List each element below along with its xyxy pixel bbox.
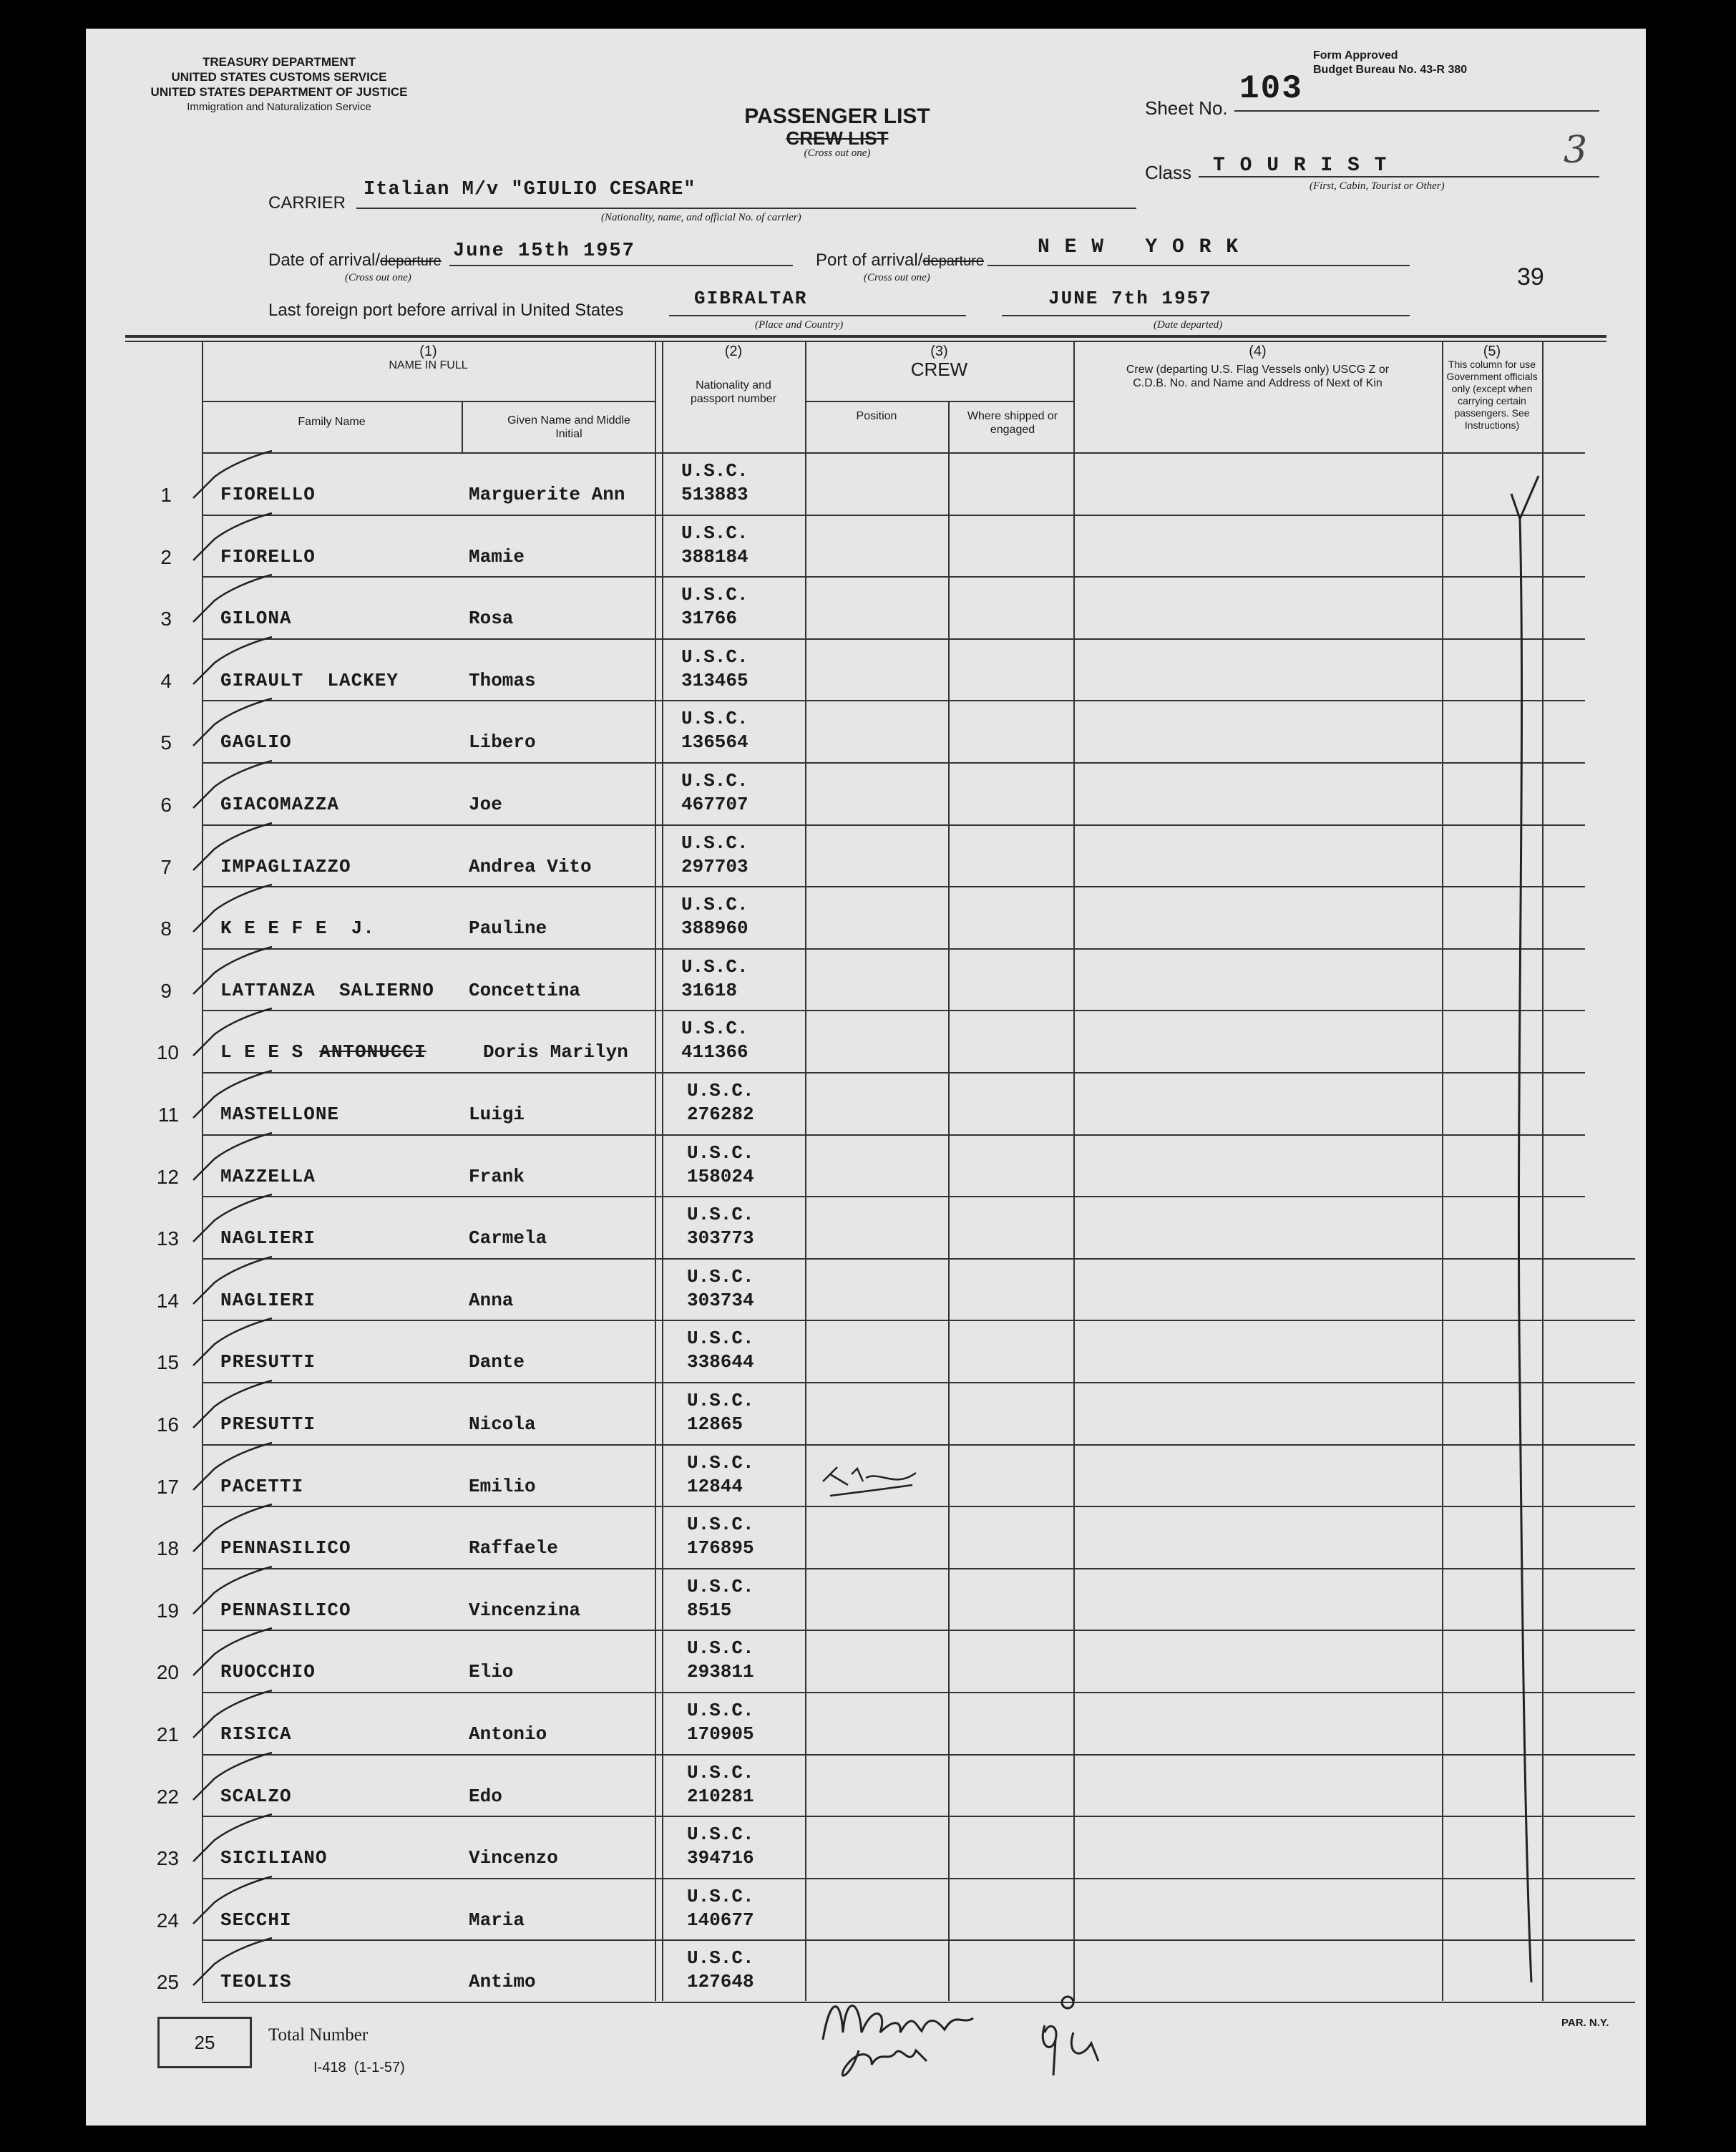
nationality-passport xyxy=(687,1141,754,1189)
col2-title: Nationality and passport number xyxy=(690,379,777,405)
nationality-passport xyxy=(681,769,748,817)
check-tick xyxy=(186,1688,279,1745)
passport-number: 411366 xyxy=(681,1041,748,1063)
check-tick xyxy=(186,1440,279,1497)
check-tick xyxy=(186,758,279,815)
nationality: U.S.C. xyxy=(687,1947,754,1970)
check-tick xyxy=(186,1254,279,1311)
form-approved xyxy=(1313,49,1467,77)
family-name-text: MASTELLONE xyxy=(220,1104,340,1125)
nationality-passport xyxy=(681,522,748,569)
table-row xyxy=(86,701,1646,764)
family-name-text: PACETTI xyxy=(220,1475,304,1497)
last-port-date-note: (Date departed) xyxy=(1154,319,1223,331)
passport-number: 338644 xyxy=(687,1351,754,1373)
nationality-passport xyxy=(687,1823,754,1870)
given-name: Frank xyxy=(469,1165,525,1187)
nationality-passport xyxy=(687,1637,754,1684)
nationality: U.S.C. xyxy=(687,1637,754,1660)
crew-list-title-struck: CREW LIST xyxy=(786,127,889,149)
table-row xyxy=(86,1073,1646,1136)
check-tick xyxy=(186,448,279,505)
passport-number: 313465 xyxy=(681,669,748,691)
family-name-text: GILONA xyxy=(220,608,292,630)
check-tick xyxy=(186,1501,279,1559)
arrival-port-label xyxy=(816,250,984,271)
nationality-passport xyxy=(681,1017,748,1064)
nationality-passport xyxy=(687,1947,754,1994)
col1-number: (1) xyxy=(419,344,437,359)
row-number: 11 xyxy=(157,1104,179,1126)
table-row xyxy=(86,1569,1646,1632)
nationality: U.S.C. xyxy=(687,1514,754,1536)
row-number: 6 xyxy=(160,794,172,816)
row-number: 13 xyxy=(156,1227,179,1250)
family-name-text: PENNASILICO xyxy=(220,1599,351,1621)
table-row xyxy=(86,578,1646,640)
nationality: U.S.C. xyxy=(687,1141,754,1164)
given-name: Emilio xyxy=(469,1475,536,1497)
table-row xyxy=(86,454,1646,516)
nationality: U.S.C. xyxy=(687,1824,754,1846)
nationality-passport xyxy=(681,583,748,630)
given-name: Carmela xyxy=(469,1227,547,1250)
table-row xyxy=(86,1879,1646,1942)
passport-number: 276282 xyxy=(687,1104,754,1125)
row-number: 14 xyxy=(156,1289,179,1312)
family-name-text: IMPAGLIAZZO xyxy=(220,855,351,877)
agency-block xyxy=(122,54,437,115)
list-title xyxy=(723,104,952,160)
check-mark-line xyxy=(1510,458,1567,2018)
family-name-text: PRESUTTI xyxy=(220,1351,316,1373)
nationality: U.S.C. xyxy=(687,1451,754,1474)
table-row xyxy=(86,640,1646,702)
given-name: Doris Marilyn xyxy=(483,1041,628,1063)
nationality: U.S.C. xyxy=(681,460,748,482)
table-row xyxy=(86,1197,1646,1260)
nationality: U.S.C. xyxy=(687,1700,754,1721)
table-row xyxy=(86,1817,1646,1879)
nationality-passport xyxy=(681,893,748,940)
table-row xyxy=(86,1321,1646,1383)
nationality-passport xyxy=(681,646,748,693)
table-row xyxy=(86,826,1646,888)
given-name: Mamie xyxy=(469,545,525,568)
check-tick xyxy=(186,1068,279,1125)
table-row xyxy=(86,1507,1646,1569)
nationality-passport xyxy=(681,707,748,754)
family-name-text: SCALZO xyxy=(220,1785,292,1807)
nationality: U.S.C. xyxy=(681,770,748,792)
nationality-passport xyxy=(687,1451,754,1499)
family-name-struck: ANTONUCCI xyxy=(319,1041,426,1063)
nationality: U.S.C. xyxy=(687,1265,754,1287)
arrival-port-struck: departure xyxy=(922,253,985,269)
row-number: 2 xyxy=(160,545,172,568)
passport-number: 513883 xyxy=(681,484,748,505)
passport-number: 394716 xyxy=(687,1847,754,1869)
given-name: Pauline xyxy=(469,917,547,940)
nationality-passport xyxy=(687,1513,754,1560)
col1-header xyxy=(202,345,655,372)
row-number: 5 xyxy=(160,731,172,754)
row-number: 9 xyxy=(160,979,172,1002)
given-name: Vincenzo xyxy=(469,1847,558,1869)
form-approved-line-1: Form Approved xyxy=(1313,49,1398,62)
check-tick xyxy=(186,1564,279,1621)
arrival-port-value: N E W Y O R K xyxy=(1038,236,1240,258)
arrival-date-label-text: Date of arrival/ xyxy=(268,250,381,270)
given-name: Thomas xyxy=(469,669,536,691)
form-approved-line-2: Budget Bureau No. 43-R 380 xyxy=(1313,64,1468,76)
nationality: U.S.C. xyxy=(681,708,748,730)
check-tick xyxy=(186,882,279,939)
total-box xyxy=(157,2017,252,2068)
family-name-text: PRESUTTI xyxy=(220,1413,316,1435)
agency-line-3: UNITED STATES DEPARTMENT OF JUSTICE xyxy=(150,85,408,99)
nationality-passport xyxy=(687,1079,754,1126)
position-header: Position xyxy=(856,410,897,422)
family-name-text: RUOCCHIO xyxy=(220,1661,316,1683)
col2-header xyxy=(662,345,805,406)
nationality: U.S.C. xyxy=(681,832,748,854)
sheet-no-value: 103 xyxy=(1239,70,1303,107)
passport-number: 12865 xyxy=(687,1413,743,1435)
check-tick xyxy=(186,1750,279,1807)
given-name: Marguerite Ann xyxy=(469,484,625,505)
check-tick xyxy=(186,634,279,691)
given-name: Rosa xyxy=(469,608,514,630)
row-number: 16 xyxy=(156,1413,179,1436)
row-number: 18 xyxy=(156,1537,179,1560)
last-port-place-note: (Place and Country) xyxy=(755,319,844,331)
table-row xyxy=(86,1383,1646,1446)
last-port-date: JUNE 7th 1957 xyxy=(1048,288,1212,309)
total-label: Total Number xyxy=(268,2025,369,2045)
nationality: U.S.C. xyxy=(687,1080,754,1101)
carrier-label: CARRIER xyxy=(268,193,346,213)
col1-title: NAME IN FULL xyxy=(389,359,468,371)
row-number: 8 xyxy=(160,917,172,940)
nationality: U.S.C. xyxy=(687,1390,754,1411)
family-name-text: GIRAULT LACKEY xyxy=(220,669,399,691)
family-name-text: LATTANZA SALIERNO xyxy=(220,979,434,1001)
total-value: 25 xyxy=(194,2031,215,2053)
nationality-passport xyxy=(681,955,748,1003)
passport-number: 170905 xyxy=(687,1723,754,1745)
title-cross-note: (Cross out one) xyxy=(804,147,871,159)
check-tick xyxy=(186,820,279,877)
arrival-port-note: (Cross out one) xyxy=(864,272,930,283)
row-number: 25 xyxy=(156,1971,179,1994)
given-name: Nicola xyxy=(469,1413,536,1435)
passport-number: 176895 xyxy=(687,1537,754,1559)
row-number: 12 xyxy=(156,1165,179,1188)
row-number: 21 xyxy=(156,1723,179,1746)
agency-line-2: UNITED STATES CUSTOMS SERVICE xyxy=(171,70,387,84)
nationality-passport xyxy=(687,1699,754,1746)
family-name-text: NAGLIERI xyxy=(220,1227,316,1250)
table-row xyxy=(86,1260,1646,1322)
nationality-passport xyxy=(687,1265,754,1313)
row-number: 20 xyxy=(156,1661,179,1684)
check-tick xyxy=(186,510,279,568)
family-name-text: PENNASILICO xyxy=(220,1537,351,1559)
passport-number: 303734 xyxy=(687,1289,754,1311)
handwritten-signature xyxy=(809,1982,1252,2090)
row-number: 10 xyxy=(156,1041,179,1064)
passport-number: 388184 xyxy=(681,545,748,568)
family-name-text: FIORELLO xyxy=(220,545,316,568)
nationality: U.S.C. xyxy=(681,894,748,916)
table-row xyxy=(86,1756,1646,1818)
given-name: Maria xyxy=(469,1909,525,1931)
col5-header xyxy=(1442,345,1542,432)
nationality: U.S.C. xyxy=(687,1204,754,1226)
row-number: 24 xyxy=(156,1909,179,1932)
printer-mark: PAR. N.Y. xyxy=(1561,2017,1609,2029)
passport-number: 297703 xyxy=(681,855,748,877)
table-row xyxy=(86,1011,1646,1073)
row-number: 23 xyxy=(156,1847,179,1870)
table-row xyxy=(86,764,1646,826)
passport-number: 31766 xyxy=(681,608,738,630)
row-number: 19 xyxy=(156,1599,179,1622)
table-row xyxy=(86,887,1646,950)
family-name-text: GAGLIO xyxy=(220,731,292,754)
nationality-passport xyxy=(681,459,748,507)
arrival-date-label xyxy=(268,250,442,271)
row-number: 22 xyxy=(156,1785,179,1808)
col5-number: (5) xyxy=(1483,344,1501,359)
given-name: Concettina xyxy=(469,979,581,1001)
passport-number: 136564 xyxy=(681,731,748,754)
passport-number: 210281 xyxy=(687,1785,754,1807)
agency-line-1: TREASURY DEPARTMENT xyxy=(202,55,356,69)
row-number: 15 xyxy=(156,1351,179,1374)
table-row xyxy=(86,1136,1646,1198)
arrival-date-struck: departure xyxy=(380,253,442,269)
family-name-text: MAZZELLA xyxy=(220,1165,316,1187)
given-name: Joe xyxy=(469,794,502,815)
passport-number: 303773 xyxy=(687,1227,754,1250)
family-name-text: L E E S xyxy=(220,1041,304,1063)
passport-number: 127648 xyxy=(687,1971,754,1993)
col3-number: (3) xyxy=(930,344,948,359)
check-tick xyxy=(186,1935,279,1992)
form-id: I-418 (1-1-57) xyxy=(313,2060,405,2075)
nationality: U.S.C. xyxy=(687,1575,754,1597)
given-name: Edo xyxy=(469,1785,502,1807)
col5-title: This column for use Government officials only (except when carrying certain passengers. See Instructions) xyxy=(1446,359,1538,431)
last-port-label: Last foreign port before arrival in United States xyxy=(268,301,624,320)
family-name-text: SECCHI xyxy=(220,1909,292,1931)
row-number: 1 xyxy=(160,484,172,506)
col4-title: Crew (departing U.S. Flag Vessels only) USCG Z or C.D.B. No. and Name and Address of Next of Kin xyxy=(1126,364,1390,389)
nationality: U.S.C. xyxy=(681,584,748,606)
passport-number: 293811 xyxy=(687,1661,754,1683)
check-tick xyxy=(186,1130,279,1187)
corner-mark: 3 xyxy=(1564,129,1588,172)
family-name-text: NAGLIERI xyxy=(220,1289,316,1311)
check-tick xyxy=(186,944,279,1001)
row-number: 7 xyxy=(160,855,172,878)
carrier-note: (Nationality, name, and official No. of carrier) xyxy=(601,212,801,223)
class-value: T O U R I S T xyxy=(1213,155,1388,177)
table-row xyxy=(86,1631,1646,1693)
family-name-text: RISICA xyxy=(220,1723,292,1745)
check-tick xyxy=(186,1625,279,1683)
family-name-text: TEOLIS xyxy=(220,1971,292,1993)
nationality: U.S.C. xyxy=(687,1761,754,1783)
check-tick xyxy=(186,696,279,753)
carrier-value: Italian M/v "GIULIO CESARE" xyxy=(364,179,696,200)
col4-number: (4) xyxy=(1249,344,1267,359)
given-name: Vincenzina xyxy=(469,1599,581,1621)
nationality-passport xyxy=(681,832,748,879)
class-label: Class xyxy=(1145,162,1192,183)
shipped-header: Where shipped or engaged xyxy=(967,410,1058,436)
nationality-passport xyxy=(687,1203,754,1250)
nationality-passport xyxy=(687,1885,754,1932)
sheet-no-label: Sheet No. xyxy=(1145,97,1228,119)
check-tick xyxy=(186,1006,279,1063)
family-name-header: Family Name xyxy=(298,416,366,428)
nationality: U.S.C. xyxy=(687,1328,754,1350)
given-name: Andrea Vito xyxy=(469,855,592,877)
row-number: 3 xyxy=(160,608,172,630)
last-port-place: GIBRALTAR xyxy=(694,288,808,309)
nationality-passport xyxy=(687,1389,754,1436)
passport-number: 140677 xyxy=(687,1909,754,1931)
given-name: Elio xyxy=(469,1661,514,1683)
nationality-passport xyxy=(687,1575,754,1622)
given-name: Anna xyxy=(469,1289,514,1311)
given-name: Antonio xyxy=(469,1723,547,1745)
given-name: Dante xyxy=(469,1351,525,1373)
col2-number: (2) xyxy=(724,344,743,359)
check-tick xyxy=(186,572,279,629)
check-tick xyxy=(186,1811,279,1869)
table-row xyxy=(86,516,1646,578)
check-tick xyxy=(186,1192,279,1249)
col3-title: CREW xyxy=(910,359,968,380)
given-name: Luigi xyxy=(469,1104,525,1125)
page-mark: 39 xyxy=(1517,263,1544,291)
nationality: U.S.C. xyxy=(687,1885,754,1907)
class-note: (First, Cabin, Tourist or Other) xyxy=(1310,180,1445,192)
arrival-date-note: (Cross out one) xyxy=(345,272,411,283)
crew-note-scribble xyxy=(816,1460,923,1510)
given-name: Raffaele xyxy=(469,1537,558,1559)
family-name-text: FIORELLO xyxy=(220,484,316,505)
table-row xyxy=(86,950,1646,1012)
row-number: 4 xyxy=(160,669,172,692)
passport-number: 12844 xyxy=(687,1475,743,1497)
family-name-text: SICILIANO xyxy=(220,1847,328,1869)
nationality: U.S.C. xyxy=(681,1018,748,1040)
arrival-port-label-text: Port of arrival/ xyxy=(816,250,923,270)
passenger-list-title: PASSENGER LIST xyxy=(744,104,930,128)
passenger-list-sheet xyxy=(86,29,1646,2126)
nationality-passport xyxy=(687,1761,754,1808)
check-tick xyxy=(186,1315,279,1373)
nationality: U.S.C. xyxy=(681,955,748,978)
arrival-date-value: June 15th 1957 xyxy=(453,240,635,262)
check-tick xyxy=(186,1378,279,1435)
col3-header xyxy=(805,344,1073,380)
family-name-text: K E E F E J. xyxy=(220,917,375,940)
passport-number: 158024 xyxy=(687,1165,754,1187)
nationality: U.S.C. xyxy=(681,646,748,668)
agency-line-4: Immigration and Naturalization Service xyxy=(187,101,371,113)
passport-number: 8515 xyxy=(687,1599,732,1621)
given-name: Libero xyxy=(469,731,536,754)
row-number: 17 xyxy=(156,1475,179,1498)
table-row xyxy=(86,1693,1646,1756)
col4-header xyxy=(1073,345,1442,390)
passport-number: 467707 xyxy=(681,794,748,815)
passport-number: 31618 xyxy=(681,979,738,1001)
nationality: U.S.C. xyxy=(681,522,748,544)
nationality-passport xyxy=(687,1327,754,1374)
given-name: Antimo xyxy=(469,1971,536,1993)
passport-number: 388960 xyxy=(681,917,748,940)
check-tick xyxy=(186,1874,279,1931)
given-name-header: Given Name and Middle Initial xyxy=(507,414,630,440)
family-name-text: GIACOMAZZA xyxy=(220,794,340,815)
